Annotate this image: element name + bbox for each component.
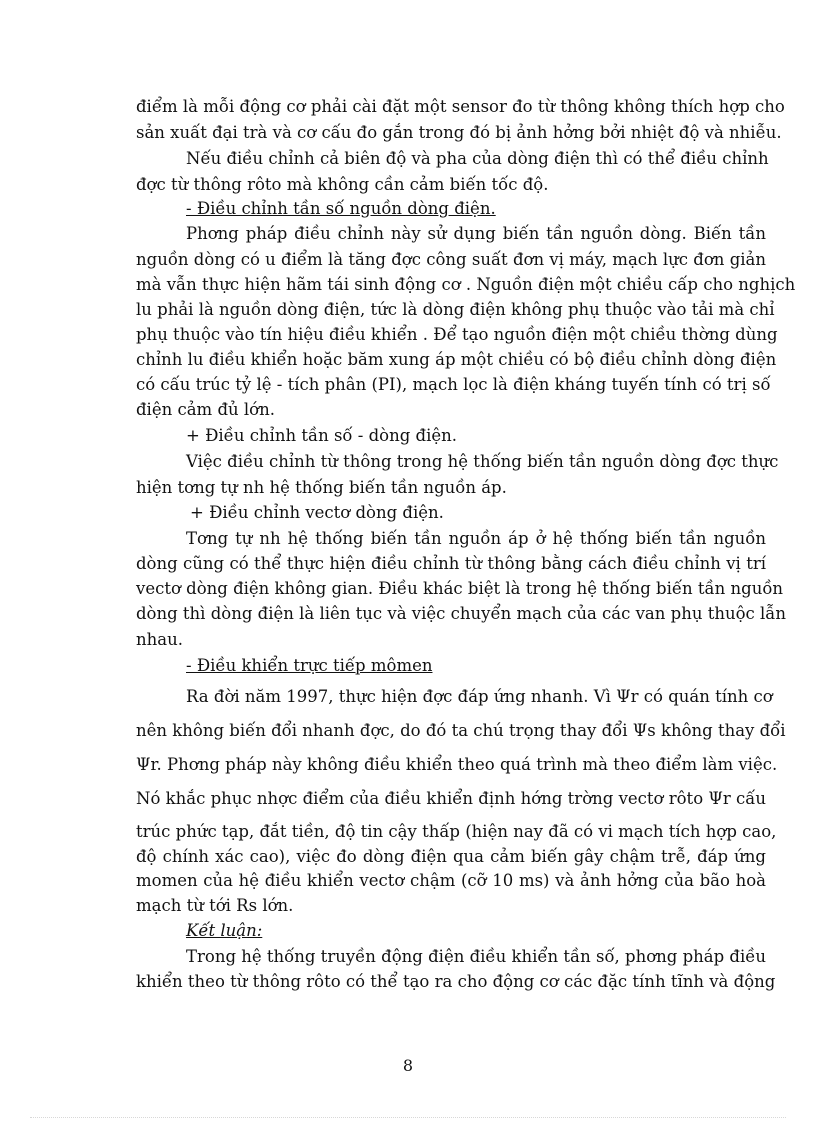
text-line: đợc từ thông rôto mà không cần cảm biến tốc độ. xyxy=(136,175,549,194)
page-bottom-divider xyxy=(30,1117,786,1118)
text-line: phụ thuộc vào tín hiệu điều khiển . Để tạo nguồn điện một chiều thờng dùng xyxy=(136,325,778,344)
text-line: sản xuất đại trà và cơ cấu đo gắn trong đó bị ảnh hởng bởi nhiệt độ và nhiễu. xyxy=(136,123,782,142)
text-line: Ra đời năm 1997, thực hiện đợc đáp ứng nhanh. Vì Ψr có quán tính cơ xyxy=(186,687,773,706)
subheading: + Điều chỉnh tần số - dòng điện. xyxy=(186,426,457,445)
text-line: chỉnh lu điều khiển hoặc băm xung áp một chiều có bộ điều chỉnh dòng điện xyxy=(136,350,777,369)
text-line: Nó khắc phục nhợc điểm của điều khiển định hớng trờng vectơ rôto Ψr cấu xyxy=(136,789,766,808)
text-line: có cấu trúc tỷ lệ - tích phân (PI), mạch lọc là điện kháng tuyến tính có trị số xyxy=(136,375,771,394)
conclusion-heading: Kết luận: xyxy=(186,921,263,940)
text-line: Việc điều chỉnh từ thông trong hệ thống biến tần nguồn dòng đợc thực xyxy=(186,452,779,471)
text-line: Tơng tự nh hệ thống biến tần nguồn áp ở hệ thống biến tần nguồn xyxy=(186,529,766,548)
page-number: 8 xyxy=(402,1056,414,1075)
text-line: lu phải là nguồn dòng điện, tức là dòng điện không phụ thuộc vào tải mà chỉ xyxy=(136,300,775,319)
text-line: Trong hệ thống truyền động điện điều khiển tần số, phơng pháp điều xyxy=(186,947,767,966)
text-line: Ψr. Phơng pháp này không điều khiển theo quá trình mà theo điểm làm việc. xyxy=(136,755,778,774)
text-line: nên không biến đổi nhanh đợc, do đó ta chú trọng thay đổi Ψs không thay đổi xyxy=(136,721,786,740)
text-line: trúc phức tạp, đắt tiền, độ tin cậy thấp (hiện nay đã có vi mạch tích hợp cao, xyxy=(136,822,777,841)
text-line: Phơng pháp điều chỉnh này sử dụng biến tần nguồn dòng. Biến tần xyxy=(186,224,766,243)
text-line: mạch từ tới Rs lớn. xyxy=(136,896,294,915)
text-line: nhau. xyxy=(136,630,183,649)
text-line: khiển theo từ thông rôto có thể tạo ra cho động cơ các đặc tính tĩnh và động xyxy=(136,972,776,991)
section-heading: - Điều khiển trực tiếp mômen xyxy=(186,656,433,675)
subheading: + Điều chỉnh vectơ dòng điện. xyxy=(190,503,444,522)
text-line: dòng thì dòng điện là liên tục và việc chuyển mạch của các van phụ thuộc lẫn xyxy=(136,604,787,623)
section-heading: - Điều chỉnh tần số nguồn dòng điện. xyxy=(186,199,496,218)
text-line: độ chính xác cao), việc đo dòng điện qua cảm biến gây chậm trễ, đáp ứng xyxy=(136,847,766,866)
text-line: hiện tơng tự nh hệ thống biến tần nguồn áp. xyxy=(136,478,507,497)
text-line: nguồn dòng có u điểm là tăng đợc công suất đơn vị máy, mạch lực đơn giản xyxy=(136,250,766,269)
text-line: vectơ dòng điện không gian. Điều khác biệt là trong hệ thống biến tần nguồn xyxy=(136,579,784,598)
text-line: điện cảm đủ lớn. xyxy=(136,400,275,419)
text-line: dòng cũng có thể thực hiện điều chỉnh từ thông bằng cách điều chỉnh vị trí xyxy=(136,554,766,573)
text-line: mà vẫn thực hiện hãm tái sinh động cơ . Nguồn điện một chiều cấp cho nghịch xyxy=(136,275,796,294)
text-line: điểm là mỗi động cơ phải cài đặt một sensor đo từ thông không thích hợp cho xyxy=(136,97,785,116)
text-line: momen của hệ điều khiển vectơ chậm (cỡ 10 ms) và ảnh hởng của bão hoà xyxy=(136,871,766,890)
text-line: Nếu điều chỉnh cả biên độ và pha của dòng điện thì có thể điều chỉnh xyxy=(186,149,769,168)
